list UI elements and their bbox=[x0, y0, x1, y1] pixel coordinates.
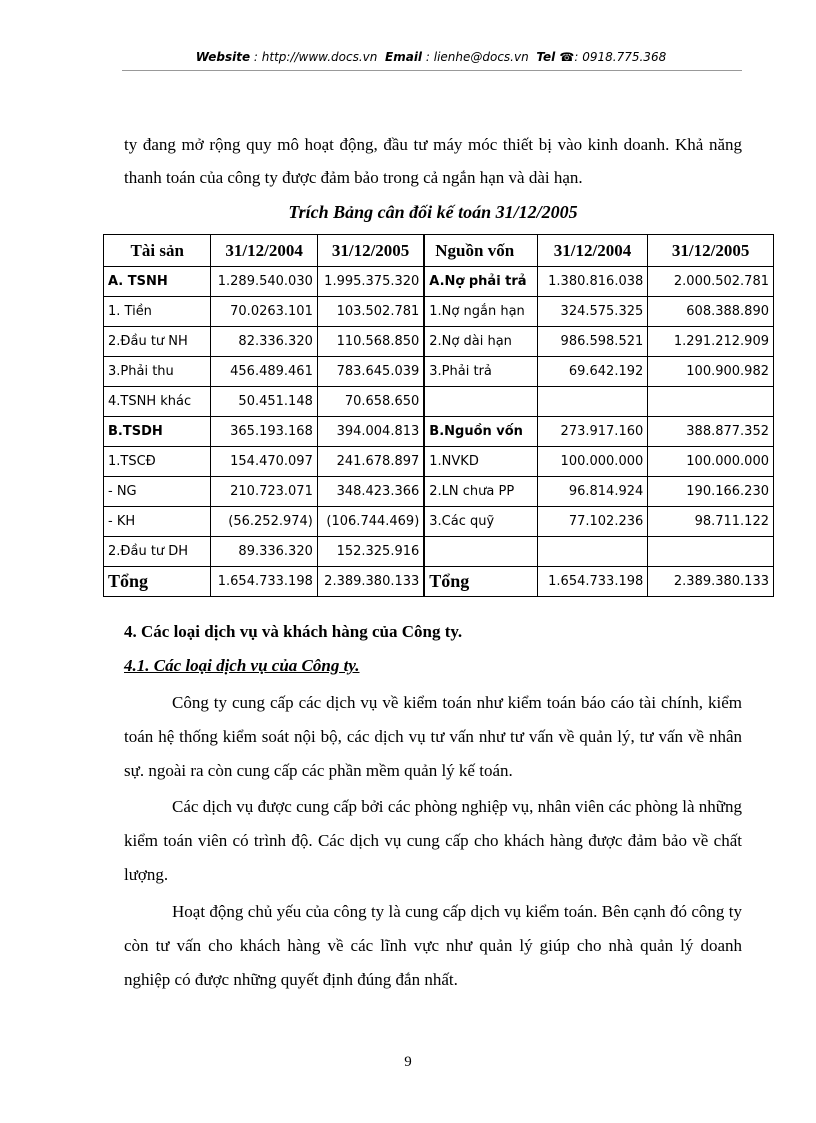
table-cell-label bbox=[424, 387, 537, 417]
col-header-assets-2005: 31/12/2005 bbox=[317, 235, 424, 267]
table-cell-value: 70.0263.101 bbox=[211, 297, 317, 327]
table-cell-value: 50.451.148 bbox=[211, 387, 317, 417]
table-cell-value: 1.291.212.909 bbox=[648, 327, 774, 357]
col-header-capital-2005: 31/12/2005 bbox=[648, 235, 774, 267]
table-row bbox=[104, 327, 774, 357]
table-cell-value: (56.252.974) bbox=[211, 507, 317, 537]
table-cell-value bbox=[648, 537, 774, 567]
table-cell-value: 190.166.230 bbox=[648, 477, 774, 507]
table-cell-value: 98.711.122 bbox=[648, 507, 774, 537]
table-cell-value: 2.000.502.781 bbox=[648, 267, 774, 297]
table-cell-value: 348.423.366 bbox=[317, 477, 424, 507]
table-row bbox=[104, 507, 774, 537]
table-cell-label: 2.Đầu tư DH bbox=[104, 537, 211, 567]
table-cell-value: (106.744.469) bbox=[317, 507, 424, 537]
col-header-capital-2004: 31/12/2004 bbox=[537, 235, 647, 267]
table-cell-label: - NG bbox=[104, 477, 211, 507]
table-row bbox=[104, 297, 774, 327]
table-row bbox=[104, 447, 774, 477]
table-cell-value: 783.645.039 bbox=[317, 357, 424, 387]
table-cell-value: 103.502.781 bbox=[317, 297, 424, 327]
tel-value: : 0918.775.368 bbox=[574, 50, 667, 64]
body-paragraph-1 bbox=[124, 686, 742, 788]
table-cell-label: 3.Phải thu bbox=[104, 357, 211, 387]
table-cell-value: 154.470.097 bbox=[211, 447, 317, 477]
table-cell-label: 3.Phải trả bbox=[424, 357, 537, 387]
website-value: : http://www.docs.vn bbox=[253, 50, 378, 64]
table-cell-label: B.Nguồn vốn bbox=[424, 417, 537, 447]
table-cell-label: 1. Tiền bbox=[104, 297, 211, 327]
table-row bbox=[104, 357, 774, 387]
table-cell-label: A.Nợ phải trả bbox=[424, 267, 537, 297]
table-cell-value: 394.004.813 bbox=[317, 417, 424, 447]
paragraph-text: Công ty cung cấp các dịch vụ về kiểm toán như kiểm toán báo cáo tài chính, kiểm toán hệ thống kiểm soát nội bộ, các dịch vụ tư vấn như tư vấn về quản lý, tư vấn về nhân sự. ngoài ra còn cung cấp các phần mềm quản lý kế toán. bbox=[124, 693, 742, 780]
table-cell-value: 89.336.320 bbox=[211, 537, 317, 567]
total-label-capital: Tổng bbox=[424, 567, 537, 597]
table-cell-value: 82.336.320 bbox=[211, 327, 317, 357]
table-cell-value: 110.568.850 bbox=[317, 327, 424, 357]
total-capital-2005: 2.389.380.133 bbox=[648, 567, 774, 597]
table-cell-value: 69.642.192 bbox=[537, 357, 647, 387]
table-cell-value: 241.678.897 bbox=[317, 447, 424, 477]
col-header-capital: Nguồn vốn bbox=[424, 235, 537, 267]
total-label-assets: Tổng bbox=[104, 567, 211, 597]
table-cell-label: B.TSDH bbox=[104, 417, 211, 447]
table-cell-value: 1.995.375.320 bbox=[317, 267, 424, 297]
table-cell-value: 456.489.461 bbox=[211, 357, 317, 387]
table-cell-value: 152.325.916 bbox=[317, 537, 424, 567]
table-cell-value bbox=[537, 537, 647, 567]
col-header-assets: Tài sản bbox=[104, 235, 211, 267]
total-capital-2004: 1.654.733.198 bbox=[537, 567, 647, 597]
table-cell-value bbox=[648, 387, 774, 417]
table-cell-label: 4.TSNH khác bbox=[104, 387, 211, 417]
table-cell-value: 324.575.325 bbox=[537, 297, 647, 327]
table-row bbox=[104, 267, 774, 297]
table-cell-label: 1.TSCĐ bbox=[104, 447, 211, 477]
table-cell-value: 608.388.890 bbox=[648, 297, 774, 327]
table-total-row bbox=[104, 567, 774, 597]
table-header-row bbox=[104, 235, 774, 267]
balance-sheet-table bbox=[103, 234, 774, 597]
table-cell-label: 1.NVKD bbox=[424, 447, 537, 477]
table-cell-label: A. TSNH bbox=[104, 267, 211, 297]
table-cell-value: 100.900.982 bbox=[648, 357, 774, 387]
table-cell-value: 1.289.540.030 bbox=[211, 267, 317, 297]
table-cell-value bbox=[537, 387, 647, 417]
paragraph-text: Hoạt động chủ yếu của công ty là cung cấp dịch vụ kiểm toán. Bên cạnh đó công ty còn tư vấn cho khách hàng về các lĩnh vực như quản lý giúp cho nhà quản lý doanh nghiệp có được những quyết định đúng đắn nhất. bbox=[124, 902, 742, 989]
table-cell-value: 77.102.236 bbox=[537, 507, 647, 537]
body-paragraph-2 bbox=[124, 790, 742, 892]
table-cell-value: 388.877.352 bbox=[648, 417, 774, 447]
table-cell-value: 70.658.650 bbox=[317, 387, 424, 417]
table-caption: Trích Bảng cân đối kế toán 31/12/2005 bbox=[288, 202, 578, 222]
table-cell-label bbox=[424, 537, 537, 567]
table-cell-value: 273.917.160 bbox=[537, 417, 647, 447]
tel-label: Tel ☎ bbox=[536, 50, 575, 64]
table-row bbox=[104, 417, 774, 447]
table-cell-label: 2.Nợ dài hạn bbox=[424, 327, 537, 357]
paragraph-text: Các dịch vụ được cung cấp bởi các phòng nghiệp vụ, nhân viên các phòng là những kiểm toán viên có trình độ. Các dịch vụ cung cấp cho khách hàng được đảm bảo về chất lượng. bbox=[124, 797, 742, 884]
section-title: 4. Các loại dịch vụ và khách hàng của Công ty. bbox=[124, 622, 463, 641]
col-header-assets-2004: 31/12/2004 bbox=[211, 235, 317, 267]
website-label: Website bbox=[195, 50, 251, 64]
page-number: 9 bbox=[404, 1054, 412, 1070]
table-cell-value: 100.000.000 bbox=[648, 447, 774, 477]
subsection-title: 4.1. Các loại dịch vụ của Công ty. bbox=[124, 656, 360, 675]
table-cell-label: 2.Đầu tư NH bbox=[104, 327, 211, 357]
total-assets-2005: 2.389.380.133 bbox=[317, 567, 424, 597]
table-cell-label: 2.LN chưa PP bbox=[424, 477, 537, 507]
intro-paragraph: ty đang mở rộng quy mô hoạt động, đầu tư máy móc thiết bị vào kinh doanh. Khả năng thanh toán của công ty được đảm bảo trong cả ngắn hạn và dài hạn. bbox=[124, 135, 742, 187]
table-row bbox=[104, 537, 774, 567]
table-cell-value: 365.193.168 bbox=[211, 417, 317, 447]
table-row bbox=[104, 387, 774, 417]
table-cell-value: 986.598.521 bbox=[537, 327, 647, 357]
email-value: : lienhe@docs.vn bbox=[425, 50, 529, 64]
table-row bbox=[104, 477, 774, 507]
table-cell-value: 100.000.000 bbox=[537, 447, 647, 477]
table-cell-label: 3.Các quỹ bbox=[424, 507, 537, 537]
total-assets-2004: 1.654.733.198 bbox=[211, 567, 317, 597]
body-paragraph-3 bbox=[124, 895, 742, 997]
table-cell-label: - KH bbox=[104, 507, 211, 537]
table-cell-value: 1.380.816.038 bbox=[537, 267, 647, 297]
table-cell-label: 1.Nợ ngắn hạn bbox=[424, 297, 537, 327]
email-label: Email bbox=[385, 50, 423, 64]
table-cell-value: 96.814.924 bbox=[537, 477, 647, 507]
page-header bbox=[120, 50, 742, 64]
header-divider bbox=[122, 70, 742, 71]
table-cell-value: 210.723.071 bbox=[211, 477, 317, 507]
